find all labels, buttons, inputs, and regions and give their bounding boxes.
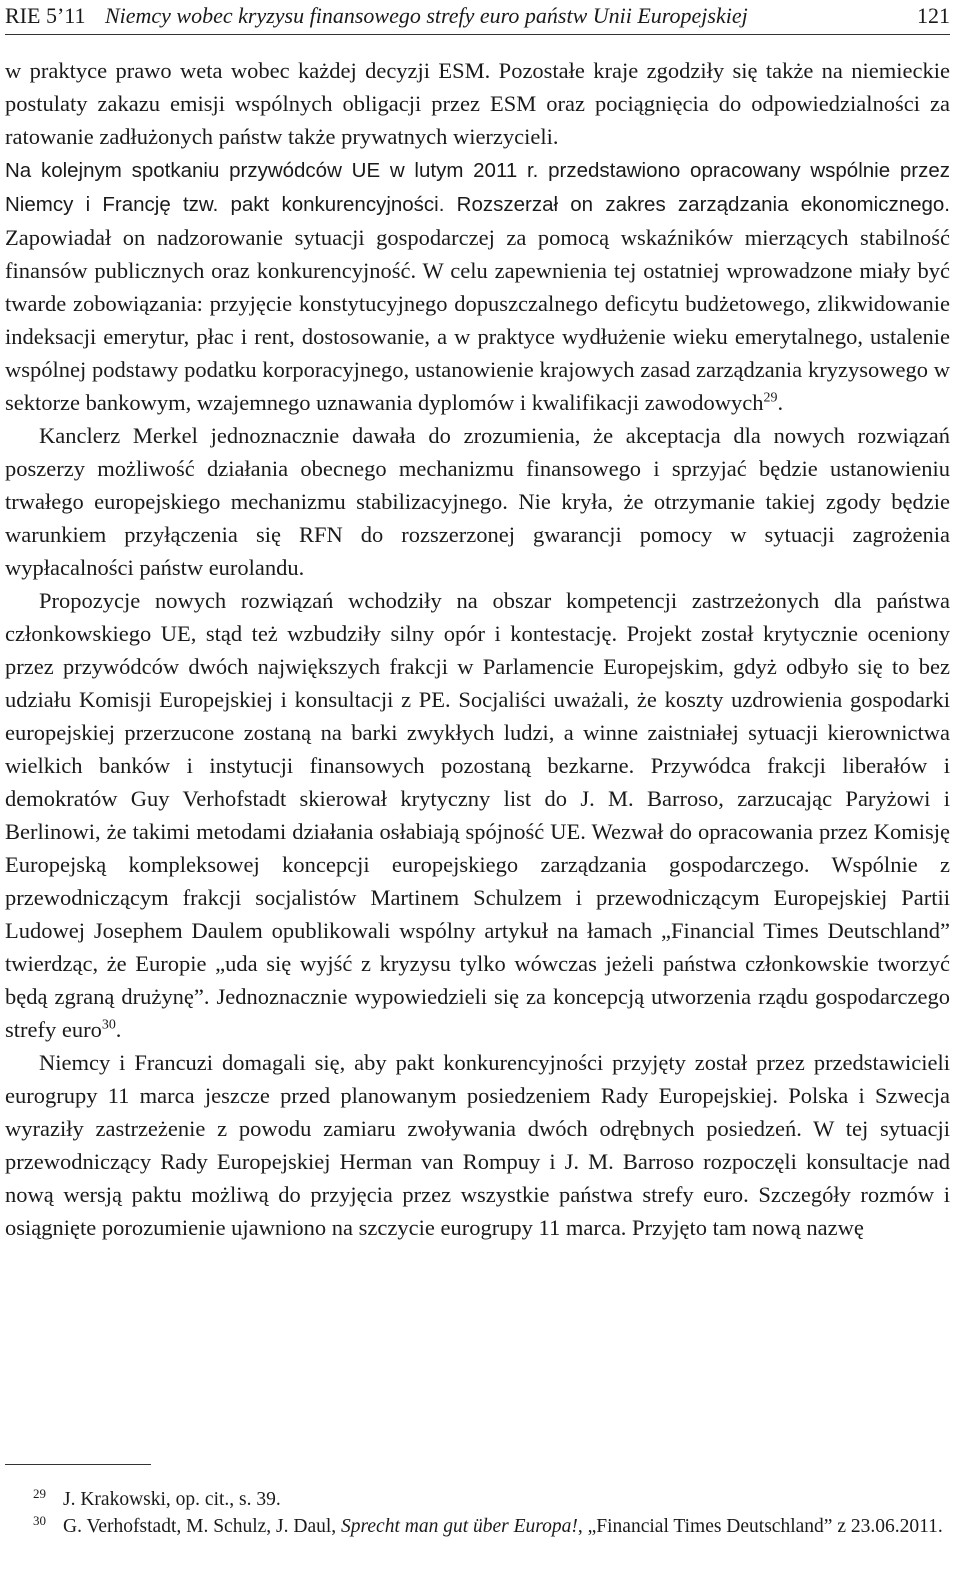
footnotes (5, 1487, 950, 1541)
paragraph-3: Kanclerz Merkel jednoznacznie dawała do zrozumienia, że akceptacja dla nowych rozwiązań poszerzy możliwość działania obecnego mechanizmu finansowego i sprzyjać będzie ustanowieniu trwałego europejskiego mechanizmu stabilizacyjnego. Nie kryła, że otrzymanie takiej zgody będzie warunkiem przyłączenia się RFN do rozszerzonej gwarancji pomocy w sytuacji zagrożenia wypłacalności państw eurolandu. (5, 423, 950, 580)
paragraph-2-cont: Zapowiadał on nadzorowanie sytuacji gospodarczej za pomocą wskaźników mierzących stabilność finansów publicznych oraz konkurencyjność. W celu zapewnienia tej ostatniej wprowadzone miały być twarde zobowiązania: przyjęcie konstytucyjnego dopuszczalnego deficytu budżetowego, zlikwidowanie indeksacji emerytur, płac i rent, dostosowanie, a w praktyce wydłużenie wieku emerytalnego, ustalenie wspólnej podstawy podatku korporacyjnego, ustanowienie krajowych zasad zarządzania kryzysowego w sektorze bankowym, wzajemnego uznawania dyplomów i kwalifikacji zawodowych (5, 225, 950, 415)
footnote-text-end: , „Financial Times Deutschland” z 23.06.2011. (577, 1516, 943, 1537)
footnote-text: J. Krakowski, op. cit., s. 39. (63, 1489, 281, 1510)
footnote-number: 30 (33, 1513, 46, 1528)
footnote-ref-30[interactable]: 30 (101, 1017, 116, 1033)
paragraph-2 (5, 153, 950, 419)
paragraph-5: Niemcy i Francuzi domagali się, aby pakt konkurencyjności przyjęty został przez przedstawicieli eurogrupy 11 marca jeszcze przed planowanym posiedzeniem Rady Europejskiej. Polska i Szwecja wyraziły zastrzeżenie z powodu zamiaru zwoływania dwóch odrębnych posiedzeń. W tej sytuacji przewodniczący Rady Europejskiej Herman van Rompuy i J. M. Barroso rozpoczęli konsultacje nad nową wersją paktu możliwą do przyjęcia przez wszystkie państwa strefy euro. Szczegóły rozmów i osiągnięte porozumienie ujawniono na szczycie eurogrupy 11 marca. Przyjęto tam nową nazwę (5, 1050, 950, 1240)
paragraph-4-text: Propozycje nowych rozwiązań wchodziły na obszar kompetencji zastrzeżonych dla państwa członkowskiego UE, stąd też wzbudziły silny opór i kontestację. Projekt został krytycznie oceniony przez przywódców dwóch największych frakcji w Parlamencie Europejskim, gdyż odbyło się to bez udziału Komisji Europejskiej i konsultacji z PE. Socjaliści uważali, że koszty uzdrowienia gospodarki europejskiej przerzucone zostaną na barki zwykłych ludzi, a winne zaistniałej sytuacji kierownictwa wielkich banków i instytucji finansowych pozostaną bezkarne. Przywódca frakcji liberałów i demokratów Guy Verhofstadt skierował krytyczny list do J. M. Barroso, zarzucając Paryżowi i Berlinowi, że takimi metodami działania osłabiają spójność UE. Wezwał do opracowania przez Komisję Europejską kompleksowej koncepcji europejskiego zarządzania gospodarczego. Wspólnie z przewodniczącym frakcji socjalistów Martinem Schulzem i przewodniczącym Europejskiej Partii Ludowej Josephem Daulem opublikowali wspólny artykuł na łamach „Financial Times Deutschland” twierdząc, że Europie „uda się wyjść z kryzysu tylko wówczas jeżeli państwa członkowskie tworzyć będą zgraną drużynę”. Jednoznacznie wypowiedzieli się za koncepcją utworzenia rządu gospodarczego strefy euro (5, 588, 950, 1042)
footnote-number: 29 (33, 1486, 46, 1501)
footnote-italic-title: Sprecht man gut über Europa! (341, 1516, 578, 1537)
journal-name: RIE 5’11 (5, 3, 86, 28)
paragraph-2-sans: Na kolejnym spotkaniu przywódców UE w lutym 2011 r. przedstawiono opracowany wspólnie przez Niemcy i Francję tzw. pakt konkurencyjności. Rozszerzał on zakres zarządzania ekonomicznego. (5, 159, 950, 216)
footnote-ref-29[interactable]: 29 (763, 390, 778, 406)
body-text (5, 54, 950, 1244)
paragraph-2-end: . (777, 390, 784, 415)
footnote-text: G. Verhofstadt, M. Schulz, J. Daul, (63, 1516, 342, 1537)
footnote-29 (5, 1487, 950, 1512)
paragraph-1: w praktyce prawo weta wobec każdej decyzji ESM. Pozostałe kraje zgodziły się także na niemieckie postulaty zakazu emisji wspólnych obligacji przez ESM oraz pociągnięcia do odpowiedzialności za ratowanie zadłużonych państw także prywatnych wierzycieli. (5, 58, 950, 149)
footnote-30 (5, 1514, 950, 1539)
paragraph-4 (5, 584, 950, 1046)
running-title: Niemcy wobec kryzysu finansowego strefy euro państw Unii Europejskiej (104, 3, 748, 28)
header-rule (5, 34, 950, 35)
running-header (5, 2, 950, 30)
footnote-rule (5, 1464, 151, 1465)
paragraph-4-end: . (115, 1017, 122, 1042)
page-number: 121 (917, 3, 950, 28)
